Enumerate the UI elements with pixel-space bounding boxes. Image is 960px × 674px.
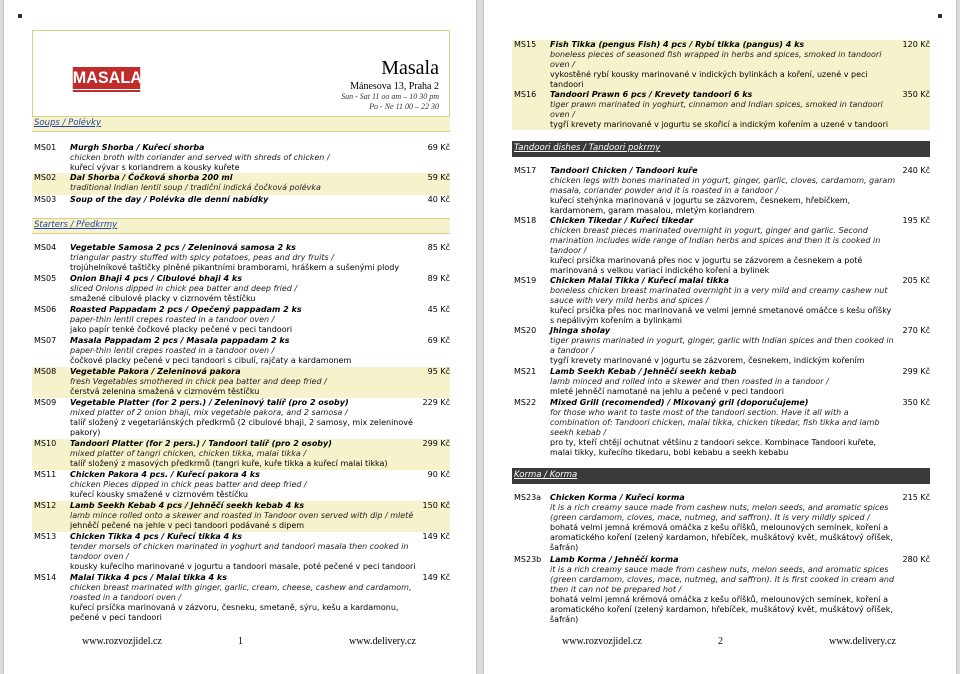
item-description-cz: kuřecí stehýnka marinovaná v jogurtu se zázvorem, česnekem, hřebíčkem, kardamonem, garam masalou, mletým koriandrem <box>550 196 851 215</box>
item-description-cz: talíř složený z vegetariánských předkrmů (2 cibulové bhaji, 2 samosy, mix zeleninové pakory) <box>70 418 413 437</box>
item-description <box>70 143 416 173</box>
item-description-en: tender morsels of chicken marinated in yoghurt and tandoori masala then cooked in tandoor oven / <box>70 542 409 561</box>
item-code: MS23a <box>514 493 542 502</box>
item-description <box>70 532 416 572</box>
page-2-content <box>512 0 930 674</box>
item-name: Soup of the day / Polévka dle denní nabídky <box>70 195 269 204</box>
item-description-cz: tygří krevety marinované v jogurtu se zázvorem, česnekem, indickým kořením <box>550 356 865 365</box>
item-code: MS08 <box>34 367 57 376</box>
item-code: MS20 <box>514 326 537 335</box>
item-name: Mixed Grill (recomended) / Mixovaný gril (doporučujeme) <box>550 398 809 407</box>
item-description-cz: jehněčí pečené na jehle v peci tandoori podávané s dipem <box>70 521 305 530</box>
item-description <box>550 555 896 625</box>
item-description-en: mixed platter of 2 onion bhaji, mix vegetable pakora, and 2 samosa / <box>70 408 348 417</box>
menu-item <box>32 398 450 439</box>
item-description-en: sliced Onions dipped in chick pea batter and deep fried / <box>70 284 298 293</box>
item-description <box>550 398 896 458</box>
item-description <box>70 501 416 531</box>
item-price: 280 Kč <box>902 555 930 564</box>
item-description-en: lamb minced and rolled into a skewer and then roasted in a tandoor / <box>550 377 829 386</box>
item-code: MS13 <box>34 532 57 541</box>
item-description <box>550 166 896 216</box>
footer-link-delivery[interactable]: www.delivery.cz <box>348 636 416 647</box>
restaurant-address: Mánesova 13, Praha 2 <box>350 81 439 92</box>
menu-item <box>32 243 450 274</box>
item-name: Lamb Seekh Kebab 4 pcs / Jehněčí seekh kebab 4 ks <box>70 501 305 510</box>
item-description-en: for those who want to taste most of the tandoori section. Have it all with a combination of: Tandoori chicken, malai tikka, chicken tikedar, fish tikka and lamb seekh kebab / <box>550 408 880 437</box>
menu-item <box>32 367 450 398</box>
item-name: Vegetable Samosa 2 pcs / Zeleninová samosa 2 ks <box>70 243 296 252</box>
item-code: MS03 <box>34 195 57 204</box>
footer-link-rozvozjidel[interactable]: www.rozvozjidel.cz <box>82 636 162 647</box>
page-footer <box>512 636 930 648</box>
item-description <box>70 367 416 397</box>
item-name: Lamb Seekh Kebab / Jehněčí seekh kebab <box>550 367 737 376</box>
item-description-en: it is a rich creamy sauce made from cashew nuts, melon seeds, and aromatic spices (green cardamom, cloves, mace, nutmeg, and saffron). It is very mildly spiced / <box>550 503 889 522</box>
section-title-soups: Soups / Polévky <box>34 118 101 128</box>
page-number: 2 <box>718 636 723 647</box>
item-name: Jhinga sholay <box>550 326 611 335</box>
item-code: MS15 <box>514 40 537 49</box>
item-description-cz: kuřecí vývar s koriandrem a kousky kuřete <box>70 163 240 172</box>
menu-page-2 <box>484 0 956 674</box>
page-footer <box>32 636 450 648</box>
item-code: MS06 <box>34 305 57 314</box>
section-title-starters: Starters / Předkrmy <box>34 220 118 230</box>
item-description-cz: pro ty, kteří chtějí ochutnat většinu z tandoori sekce. Kombinace Tandoori kuřete, malai tikky, kuřecího tikedaru, bobi kebabu a seekh kebabu <box>550 438 877 457</box>
opening-hours-cz: Po - Ne 11 00 – 22 30 <box>369 102 439 111</box>
item-price: 299 Kč <box>422 439 450 448</box>
page-1-content <box>32 0 450 674</box>
menu-item <box>512 90 930 130</box>
masala-logo: MASALA <box>72 68 142 87</box>
item-name: Fish Tikka (pengus Fish) 4 pcs / Rybí tikka (pangus) 4 ks <box>550 40 805 49</box>
item-description <box>70 573 416 623</box>
menu-item <box>512 276 930 326</box>
item-description-en: paper-thin lentil crepes roasted in a tandoor oven / <box>70 315 275 324</box>
menu-item <box>512 166 930 216</box>
item-name: Murgh Shorba / Kuřecí shorba <box>70 143 205 152</box>
corner-mark <box>938 14 942 18</box>
item-price: 85 Kč <box>427 243 450 252</box>
item-description-en: boneless pieces of seasoned fish wrapped in herbs and spices, smoked in tandoori oven / <box>550 50 882 69</box>
item-name: Chicken Tikedar / Kuřecí tikedar <box>550 216 694 225</box>
item-code: MS01 <box>34 143 57 152</box>
section-tandoori <box>512 141 930 157</box>
menu-item <box>512 398 930 458</box>
item-code: MS17 <box>514 166 537 175</box>
item-description-cz: čočkové placky pečené v peci tandoori s cibulí, rajčaty a kardamonem <box>70 356 352 365</box>
item-description <box>550 276 896 326</box>
item-description-en: triangular pastry stuffed with spicy potatoes, peas and dry fruits / <box>70 253 334 262</box>
item-name: Chicken Pakora 4 pcs. / Kuřecí pakora 4 ks <box>70 470 260 479</box>
item-code: MS02 <box>34 173 57 182</box>
item-code: MS19 <box>514 276 537 285</box>
menu-page-1 <box>4 0 476 674</box>
footer-link-rozvozjidel[interactable]: www.rozvozjidel.cz <box>562 636 642 647</box>
item-code: MS10 <box>34 439 57 448</box>
item-price: 215 Kč <box>902 493 930 502</box>
menu-item <box>32 195 450 215</box>
item-code: MS18 <box>514 216 537 225</box>
item-description-en: tiger prawns marinated in yogurt, ginger, garlic with Indian spices and then cooked in a tandoor / <box>550 336 894 355</box>
item-description-en: fresh Vegetables smothered in chick pea batter and deep fried / <box>70 377 327 386</box>
item-price: 149 Kč <box>422 532 450 541</box>
item-description-en: lamb mince rolled onto a skewer and roasted in Tandoor oven served with dip / mleté <box>70 511 414 520</box>
item-description-en: boneless chicken breast marinated overnight in a very mild and creamy cashew nut sauce with very mild herbs and spices / <box>550 286 888 305</box>
menu-item <box>32 573 450 622</box>
item-price: 229 Kč <box>422 398 450 407</box>
section-starters <box>32 218 450 234</box>
item-price: 205 Kč <box>902 276 930 285</box>
item-description-cz: kuřecí kousky smažené v cizrnovém těstíčku <box>70 490 248 499</box>
item-name: Masala Pappadam 2 pcs / Masala pappadam 2 ks <box>70 336 290 345</box>
item-price: 149 Kč <box>422 573 450 582</box>
item-code: MS22 <box>514 398 537 407</box>
menu-item <box>32 143 450 173</box>
footer-link-delivery[interactable]: www.delivery.cz <box>828 636 896 647</box>
item-description-cz: trojúhelníkové taštičky plněné pikantními bramborami, hráškem a sušenými plody <box>70 263 400 272</box>
section-korma <box>512 468 930 484</box>
item-name: Onion Bhaji 4 pcs / Cibulové bhaji 4 ks <box>70 274 242 283</box>
menu-item <box>512 493 930 555</box>
menu-item <box>512 40 930 90</box>
section-title-korma: Korma / Korma <box>514 470 578 480</box>
menu-item <box>512 555 930 625</box>
item-code: MS11 <box>34 470 57 479</box>
item-name: Chicken Korma / Kuřecí korma <box>550 493 685 502</box>
item-description <box>70 274 416 304</box>
item-description-en: chicken breast marinated with ginger, garlic, cream, cheese, cashew and cardamom, roasted in a tandoori oven / <box>70 583 412 602</box>
item-code: MS12 <box>34 501 57 510</box>
item-price: 69 Kč <box>427 143 450 152</box>
item-description <box>70 195 416 205</box>
item-description-cz: kuřecí prsíčka přes noc marinovaná ve velmi jemné smetanové omáčce s kešu oříšky s nepálivým kořením a bylinkami <box>550 306 892 325</box>
menu-item <box>32 439 450 470</box>
item-description <box>550 367 896 397</box>
item-name: Tandoori Platter (for 2 pers.) / Tandoori talíř (pro 2 osoby) <box>70 439 332 448</box>
item-name: Roasted Pappadam 2 pcs / Opečený pappadam 2 ks <box>70 305 302 314</box>
item-description-cz: kuřecí prsíčka marinovaná přes noc v jogurtu se zázvorem a česnekem a poté marinovaná s velkou variací indického koření a bylinek <box>550 256 863 275</box>
item-description-en: chicken breast pieces marinated overnight in yogurt, ginger and garlic. Second marination includes wide range of Indian herbs and spices and then it is cooked in tandoor / <box>550 226 881 255</box>
item-description <box>70 470 416 500</box>
item-price: 240 Kč <box>902 166 930 175</box>
item-description-cz: smažené cibulové placky v cizrnovém těstíčku <box>70 294 256 303</box>
item-description-cz: čerstvá zelenina smažená v cizrnovém těstíčku <box>70 387 260 396</box>
item-description <box>70 336 416 366</box>
item-description-en: chicken broth with coriander and served with shreds of chicken / <box>70 153 330 162</box>
item-price: 350 Kč <box>902 90 930 99</box>
item-code: MS07 <box>34 336 57 345</box>
section-title-tandoori: Tandoori dishes / Tandoori pokrmy <box>514 143 661 153</box>
item-price: 89 Kč <box>427 274 450 283</box>
item-code: MS16 <box>514 90 537 99</box>
item-price: 40 Kč <box>427 195 450 204</box>
item-description-cz: mleté jehněčí namotané na jehlu a pečené v peci tandoori <box>550 387 784 396</box>
item-price: 195 Kč <box>902 216 930 225</box>
item-description-cz: vykostěné rybí kousky marinované v indických bylinkách a koření, uzené v peci tandoori <box>550 70 868 89</box>
item-price: 45 Kč <box>427 305 450 314</box>
menu-item <box>512 367 930 398</box>
item-name: Chicken Malai Tikka / Kuřecí malai tikka <box>550 276 729 285</box>
opening-hours-en: Sun - Sat 11 oo am – 10 30 pm <box>341 92 439 101</box>
menu-item <box>512 216 930 276</box>
restaurant-info <box>295 31 449 127</box>
item-description-en: chicken Pieces dipped in chick peas batter and deep fried / <box>70 480 307 489</box>
item-description-cz: bohatá velmi jemná krémová omáčka z kešu oříšků, melounových semínek, koření a aromatického koření (zelený kardamon, hřebíček, muškátový květ, muškátový oříšek, šafrán) <box>550 595 893 624</box>
item-name: Tandoori Prawn 6 pcs / Krevety tandoori 6 ks <box>550 90 753 99</box>
item-price: 59 Kč <box>427 173 450 182</box>
item-code: MS21 <box>514 367 537 376</box>
page-number: 1 <box>238 636 243 647</box>
item-description-cz: tygří krevety marinované v jogurtu se skořicí a indickým kořením a uzené v tandoori <box>550 120 889 129</box>
item-code: MS23b <box>514 555 542 564</box>
item-name: Malai Tikka 4 pcs / Malai tikka 4 ks <box>70 573 227 582</box>
item-description-en: chicken legs with bones marinated in yogurt, ginger, garlic, cloves, cardamom, garam masala, coriander powder and it is roasted in a tandoor / <box>550 176 896 195</box>
item-code: MS09 <box>34 398 57 407</box>
item-price: 270 Kč <box>902 326 930 335</box>
corner-mark <box>18 14 22 18</box>
item-code: MS04 <box>34 243 57 252</box>
menu-item <box>32 501 450 532</box>
menu-item <box>32 305 450 336</box>
item-description-cz: jako papír tenké čočkové placky pečené v peci tandoori <box>70 325 293 334</box>
item-description <box>550 40 896 90</box>
item-description <box>550 493 896 553</box>
item-description <box>550 216 896 276</box>
item-description <box>550 326 896 366</box>
item-description-en: mixed platter of tangri chicken, chicken tikka, malai tikka / <box>70 449 307 458</box>
item-description <box>70 439 416 469</box>
item-price: 95 Kč <box>427 367 450 376</box>
item-code: MS05 <box>34 274 57 283</box>
menu-item <box>32 336 450 367</box>
item-description-en: it is a rich creamy sauce made from cashew nuts, melon seeds, and aromatic spices (green cardamom, cloves, mace, nutmeg, and saffron). It is first cooked in cream and then it can not be prepared hot / <box>550 565 895 594</box>
item-description <box>70 243 416 273</box>
menu-item <box>32 274 450 305</box>
item-description-cz: kousky kuřecího marinované v jogurtu a tandoori masale, poté pečené v peci tandoori <box>70 562 416 571</box>
item-code: MS14 <box>34 573 57 582</box>
item-description-en: paper-thin lentil crepes roasted in a tandoor oven / <box>70 346 275 355</box>
item-description-en: tiger prawn marinated in yoghurt, cinnamon and Indian spices, smoked in tandoori oven / <box>550 100 883 119</box>
item-name: Chicken Tikka 4 pcs / Kuřecí tikka 4 ks <box>70 532 243 541</box>
item-price: 69 Kč <box>427 336 450 345</box>
item-price: 150 Kč <box>422 501 450 510</box>
item-price: 299 Kč <box>902 367 930 376</box>
item-description-cz: kuřecí prsíčka marinovaná v zázvoru, česneku, smetaně, sýru, kešu a kardamonu, pečené v peci tandoori <box>70 603 399 622</box>
logo-cell <box>33 31 153 127</box>
menu-item <box>512 326 930 367</box>
item-description-cz: talíř složený z masových předkrmů (tangri kuře, kuře tikka a kuřecí malai tikka) <box>70 459 388 468</box>
restaurant-title: Masala <box>381 57 439 79</box>
item-name: Vegetable Platter (for 2 pers.) / Zeleninový talíř (pro 2 osoby) <box>70 398 349 407</box>
menu-item <box>32 173 450 195</box>
menu-header <box>32 30 450 128</box>
item-description-en: traditional Indian lentil soup / tradiční indická čočková polévka <box>70 183 321 192</box>
item-name: Tandoori Chicken / Tandoori kuře <box>550 166 698 175</box>
item-description <box>550 90 896 130</box>
item-description <box>70 305 416 335</box>
item-description-cz: bohatá velmi jemná krémová omáčka z kešu oříšků, melounových semínek, koření a aromatického koření (zelený kardamon, hřebíček, muškátový květ, muškátový oříšek, šafrán) <box>550 523 893 552</box>
item-price: 120 Kč <box>902 40 930 49</box>
menu-item <box>32 532 450 573</box>
menu-item <box>32 470 450 501</box>
item-price: 90 Kč <box>427 470 450 479</box>
item-name: Vegetable Pakora / Zeleninová pakora <box>70 367 241 376</box>
item-name: Lamb Korma / Jehněčí korma <box>550 555 679 564</box>
item-name: Dal Shorba / Čočková shorba 200 ml <box>70 173 233 182</box>
section-soups <box>32 116 450 132</box>
item-price: 350 Kč <box>902 398 930 407</box>
item-description <box>70 173 416 193</box>
item-description <box>70 398 416 438</box>
